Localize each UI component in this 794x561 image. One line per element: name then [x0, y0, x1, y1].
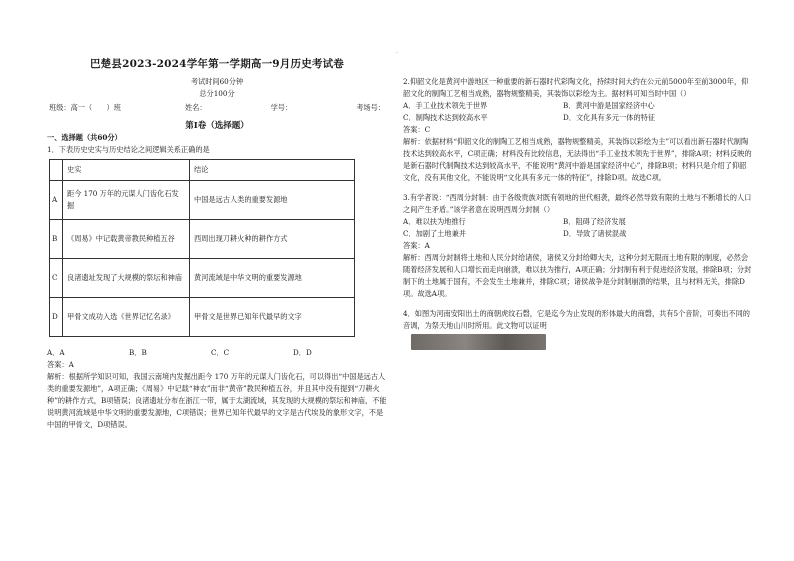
student-number-field: 学号： [270, 103, 293, 112]
row-conclusion: 中国是远古人类的重要发源地 [190, 181, 355, 220]
q3-answer: 答案：A [403, 241, 430, 250]
part-title: 一、选择题（共60分） [47, 133, 122, 142]
q4-stem: 4．如图为河南安阳出土的商朝虎纹石磬，它是迄今为止发现的形体最大的商磬，共有5个音阶，可奏出不同的音调，为祭天地山川时所用。此文物可以证明 [403, 309, 750, 330]
stone-chime-image [411, 334, 546, 350]
q2-option-c: C．制陶技术达到较高水平 [403, 113, 488, 122]
table-header-conclusion: 结论 [190, 160, 355, 181]
q3-option-a: A．难以扶为地推行 [403, 217, 466, 226]
exam-room-field: 考场号： [356, 103, 385, 112]
name-field: 姓名： [184, 103, 207, 112]
q2-analysis: 解析：依据材料“仰韶文化的制陶工艺相当成熟，器物规整精美，其装饰以彩绘为主”可以看出新石器时代制陶技术达到较高水平，C项正确；材料没有比较信息，无法得出“手工业技术领先于世界”，排除A项；材料反映的是新石器时代制陶技术达到较高水平，不能说明“黄河中游是国家经济中心”，排除B项；材料只是介绍了仰韶文化，没有其他文化，不能说明“文化具有多元一体的特征”，排除D项。故选C项。 [403, 137, 752, 182]
q3-options-row1 [403, 216, 753, 228]
table-header-cell [50, 160, 63, 181]
q2-stem: 2.仰韶文化是黄河中游地区一种重要的新石器时代彩陶文化，持续时间大约在公元前5000年至前3000年，仰韶文化的制陶工艺相当成熟，器物规整精美，其装饰以彩绘为主。据材料可知当时中国（） [403, 77, 749, 98]
row-fact: 《周易》中记载黄帝教民种植五谷 [63, 220, 190, 259]
table-row [50, 259, 355, 298]
row-conclusion: 黄河流域是中华文明的重要发源地 [190, 259, 355, 298]
q3-option-c: C．加剧了土地兼并 [403, 229, 467, 238]
q2-options-row1 [403, 100, 753, 112]
q2-options-row2 [403, 112, 753, 124]
q3-option-d: D．导致了诸侯混战 [563, 229, 627, 238]
q2-option-a: A．手工业技术领先于世界 [403, 101, 488, 110]
q2-answer: 答案：C [403, 125, 431, 134]
row-letter: A [50, 181, 63, 220]
q1-answer: 答案：A [47, 360, 74, 369]
row-fact: 甲骨文成功入选《世界记忆名录》 [63, 298, 190, 337]
row-conclusion: 甲骨文是世界已知年代最早的文字 [190, 298, 355, 337]
q3-analysis: 解析：西周分封制将土地和人民分封给诸侯，诸侯又分封给卿大夫，这种分封无限而土地有限的制度，必然会随着经济发展和人口增长而走向崩溃，难以扶为推行，A项正确；分封制有利于促进经济发展，排除B项；分封制下的土地属于国有，不会发生土地兼并，排除C项；诸侯战争是分封制崩溃的结果，且与材料无关，排除D项。故选A项。 [403, 253, 752, 298]
table-row [50, 298, 355, 337]
right-column [403, 76, 753, 350]
q1-options [47, 347, 387, 359]
page-dot: · [396, 50, 398, 57]
left-column [47, 58, 387, 431]
q2-option-b: B．黄河中游是国家经济中心 [563, 101, 655, 110]
q1-analysis: 解析：根据所学知识可知，我国云南境内发掘出距今 170 万年的元谋人门齿化石，可以得出“中国是远古人类的重要发源地”，A项正确；《周易》中记载“神农”而非“黄帝”教民种植五谷，并且其中没有提到“刀耕火种”的耕作方式，B项错误；良渚遗址分布在浙江一带，属于太湖流域，其发现的大规模的祭坛和神庙，不能说明黄河流域是中华文明的重要发源地，C项错误；世界已知年代最早的文字是古代埃及的象形文字，不是中国的甲骨文，D项错误。 [47, 372, 387, 429]
table-header-fact: 史实 [63, 160, 190, 181]
row-conclusion: 西周出现刀耕火种的耕作方式 [190, 220, 355, 259]
q3-options-row2 [403, 228, 753, 240]
q2-option-d: D．文化具有多元一体的特征 [563, 113, 656, 122]
table-row [50, 220, 355, 259]
q1-option-c: C．C [211, 348, 230, 357]
q1-option-d: D．D [293, 348, 312, 357]
row-fact: 良渚遗址发现了大规模的祭坛和神庙 [63, 259, 190, 298]
q1-stem: 1．下表历史史实与历史结论之间逻辑关系正确的是 [47, 145, 210, 154]
q1-table [49, 159, 355, 337]
row-fact: 距今 170 万年的元谋人门齿化石发掘 [63, 181, 190, 220]
table-header-row [50, 160, 355, 181]
q3-stem: 3.有学者说：“西周分封制：由于各级贵族对既有领地的世代相袭，最终必然导致有限的土地与不断增长的人口之间产生矛盾。”该学者意在说明西周分封制（） [403, 193, 752, 214]
q3-option-b: B．阻碍了经济发展 [563, 217, 626, 226]
row-letter: C [50, 259, 63, 298]
row-letter: D [50, 298, 63, 337]
row-letter: B [50, 220, 63, 259]
exam-title: 巴楚县2023-2024学年第一学期高一9月历史考试卷 [89, 58, 344, 70]
section-title: 第Ⅰ卷（选择题） [185, 121, 249, 131]
exam-time: 考试时间60分钟 [190, 77, 244, 86]
q1-option-a: A．A [47, 348, 65, 357]
class-field: 班级：高一（ ）班 [49, 103, 121, 112]
student-info-row [47, 102, 387, 114]
table-row [50, 181, 355, 220]
q1-option-b: B．B [129, 348, 147, 357]
total-score: 总分100分 [199, 89, 235, 98]
